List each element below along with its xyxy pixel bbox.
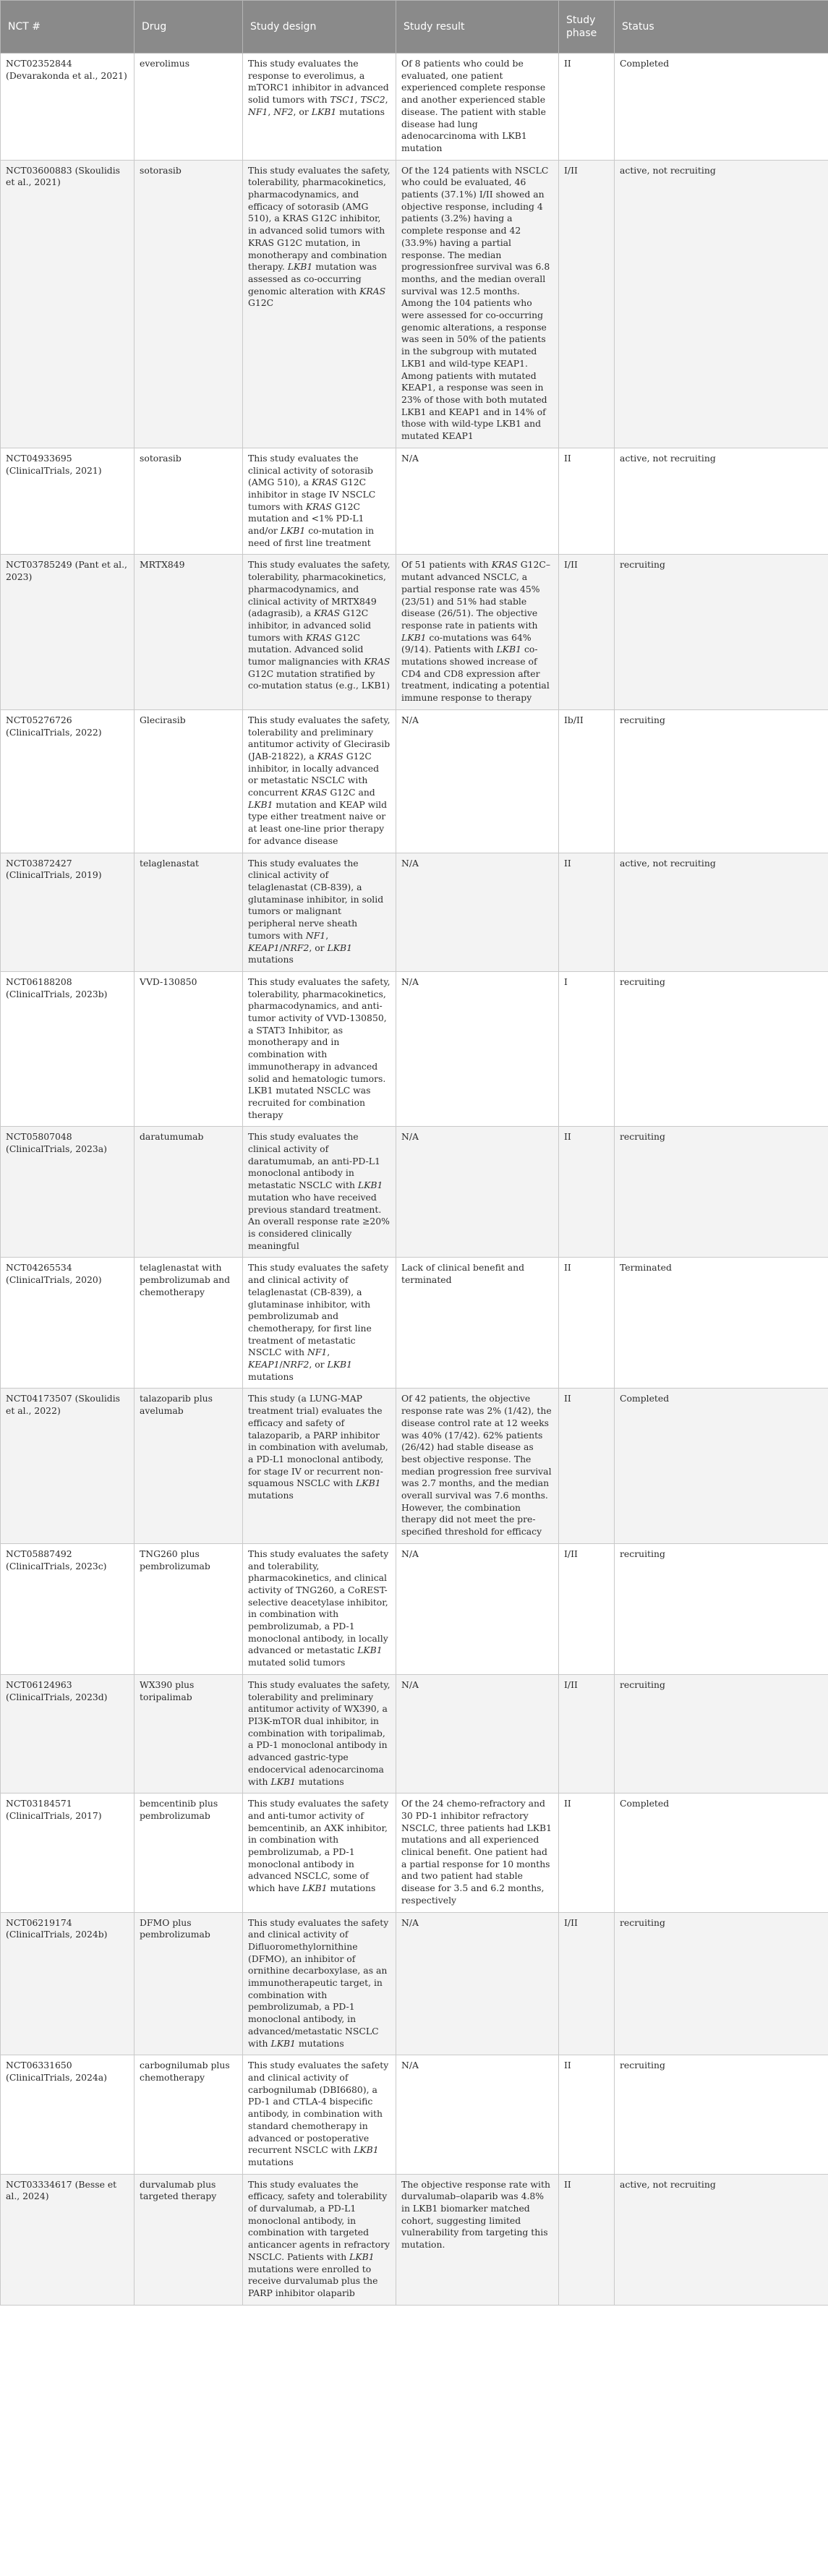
nct-cell: NCT03872427 (ClinicalTrials, 2019) [1,853,135,971]
nct-cell: NCT02352844 (Devarakonda et al., 2021) [1,54,135,161]
study-design-cell: This study (a LUNG-MAP treatment trial) evaluates the efficacy and safety of talazoparib, a PARP inhibitor in combination with avelumab, a PD-L1 monoclonal antibody, for stage IV or recurrent non-squamous NSCLC with LKB1 mutations [243,1389,396,1543]
study-phase-cell: II [559,853,615,971]
header-study-result: Study result [396,1,559,54]
study-phase-cell: II [559,2055,615,2174]
status-cell: Completed [615,1389,828,1543]
study-phase-cell: I [559,971,615,1126]
header-nct: NCT # [1,1,135,54]
study-phase-cell: I/II [559,1543,615,1674]
status-cell: Completed [615,1794,828,1912]
drug-cell: carbognilumab plus chemotherapy [135,2055,243,2174]
status-cell: recruiting [615,555,828,709]
study-result-cell: Of the 124 patients with NSCLC who could be evaluated, 46 patients (37.1%) I/II showed an objective response, including 4 patients (3.2%) having a complete response and 42 (33.9%) having a partial response. The median progressionfree survival was 6.8 months, and the median overall survival was 12.5 months. Among the 104 patients who were assessed for co-occurring genomic alterations, a response was seen in 50% of the patients in the subgroup with mutated LKB1 and wild-type KEAP1. Among patients with mutated KEAP1, a response was seen in 23% of those with both mutated LKB1 and KEAP1 and in 14% of those with wild-type LKB1 and mutated KEAP1 [396,160,559,448]
study-phase-cell: II [559,54,615,161]
status-cell: recruiting [615,1674,828,1793]
table-row [1,2174,828,2305]
study-phase-cell: II [559,1258,615,1389]
status-cell: active, not recruiting [615,448,828,555]
drug-cell: DFMO plus pembrolizumab [135,1912,243,2055]
status-cell: active, not recruiting [615,160,828,448]
study-result-cell: N/A [396,1127,559,1258]
study-phase-cell: I/II [559,1912,615,2055]
header-study-phase: Study phase [559,1,615,54]
drug-cell: daratumumab [135,1127,243,1258]
table-row [1,555,828,709]
drug-cell: talazoparib plus avelumab [135,1389,243,1543]
table-row [1,1674,828,1793]
table-header [1,1,828,54]
nct-cell: NCT06331650 (ClinicalTrials, 2024a) [1,2055,135,2174]
study-design-cell: This study evaluates the safety, tolerability, pharmacokinetics, pharmacodynamics, and anti-tumor activity of VVD-130850, a STAT3 Inhibitor, as monotherapy and in combination with immunotherapy in advanced solid and hematologic tumors. LKB1 mutated NSCLC was recruited for combination therapy [243,971,396,1126]
study-result-cell: N/A [396,709,559,853]
study-result-cell: N/A [396,853,559,971]
nct-cell: NCT03184571 (ClinicalTrials, 2017) [1,1794,135,1912]
study-phase-cell: II [559,1389,615,1543]
study-phase-cell: Ib/II [559,709,615,853]
nct-cell: NCT06124963 (ClinicalTrials, 2023d) [1,1674,135,1793]
drug-cell: WX390 plus toripalimab [135,1674,243,1793]
status-cell: recruiting [615,1912,828,2055]
drug-cell: sotorasib [135,160,243,448]
nct-cell: NCT06219174 (ClinicalTrials, 2024b) [1,1912,135,2055]
status-cell: recruiting [615,1543,828,1674]
study-design-cell: This study evaluates the response to everolimus, a mTORC1 inhibitor in advanced solid tumors with TSC1, TSC2, NF1, NF2, or LKB1 mutations [243,54,396,161]
study-phase-cell: II [559,448,615,555]
table-row [1,54,828,161]
study-design-cell: This study evaluates the safety and anti-tumor activity of bemcentinib, an AXK inhibitor, in combination with pembrolizumab, a PD-1 monoclonal antibody in advanced NSCLC, some of which have LKB1 mutations [243,1794,396,1912]
table-row [1,2055,828,2174]
drug-cell: Glecirasib [135,709,243,853]
status-cell: Terminated [615,1258,828,1389]
table-row [1,971,828,1126]
status-cell: active, not recruiting [615,853,828,971]
drug-cell: telaglenastat [135,853,243,971]
drug-cell: everolimus [135,54,243,161]
nct-cell: NCT03334617 (Besse et al., 2024) [1,2174,135,2305]
status-cell: active, not recruiting [615,2174,828,2305]
study-result-cell: N/A [396,1912,559,2055]
study-design-cell: This study evaluates the safety, tolerability and preliminary antitumor activity of Glecirasib (JAB-21822), a KRAS G12C inhibitor, in locally advanced or metastatic NSCLC with concurrent KRAS G12C and LKB1 mutation and KEAP wild type either treatment naive or at least one-line prior therapy for advance disease [243,709,396,853]
status-cell: Completed [615,54,828,161]
table-row [1,1389,828,1543]
table-row [1,709,828,853]
table-row [1,448,828,555]
study-design-cell: This study evaluates the safety and tolerability, pharmacokinetics, and clinical activity of TNG260, a CoREST-selective deacetylase inhibitor, in combination with pembrolizumab, a PD-1 monoclonal antibody, in locally advanced or metastatic LKB1 mutated solid tumors [243,1543,396,1674]
header-row [1,1,828,54]
study-design-cell: This study evaluates the safety and clinical activity of carbognilumab (DBI6680), a PD-1 and CTLA-4 bispecific antibody, in combination with standard chemotherapy in advanced or postoperative recurrent NSCLC with LKB1 mutations [243,2055,396,2174]
table-row [1,1258,828,1389]
study-phase-cell: I/II [559,1674,615,1793]
nct-cell: NCT05887492 (ClinicalTrials, 2023c) [1,1543,135,1674]
header-study-design: Study design [243,1,396,54]
study-design-cell: This study evaluates the safety, tolerability, pharmacokinetics, pharmacodynamics, and clinical activity of MRTX849 (adagrasib), a KRAS G12C inhibitor, in advanced solid tumors with KRAS G12C mutation. Advanced solid tumor malignancies with KRAS G12C mutation stratified by co-mutation status (e.g., LKB1) [243,555,396,709]
nct-cell: NCT04933695 (ClinicalTrials, 2021) [1,448,135,555]
nct-cell: NCT05807048 (ClinicalTrials, 2023a) [1,1127,135,1258]
drug-cell: bemcentinib plus pembrolizumab [135,1794,243,1912]
study-result-cell: N/A [396,971,559,1126]
nct-cell: NCT06188208 (ClinicalTrials, 2023b) [1,971,135,1126]
header-drug: Drug [135,1,243,54]
study-result-cell: Of the 24 chemo-refractory and 30 PD-1 inhibitor refractory NSCLC, three patients had LKB1 mutations and all experienced clinical benefit. One patient had a partial response for 10 months and two patient had stable disease for 3.5 and 6.2 months, respectively [396,1794,559,1912]
status-cell: recruiting [615,709,828,853]
table-row [1,160,828,448]
table-row [1,1543,828,1674]
nct-cell: NCT05276726 (ClinicalTrials, 2022) [1,709,135,853]
study-result-cell: Lack of clinical benefit and terminated [396,1258,559,1389]
study-design-cell: This study evaluates the safety, tolerability and preliminary antitumor activity of WX390, a PI3K-mTOR dual inhibitor, in combination with toripalimab, a PD-1 monoclonal antibody in advanced gastric-type endocervical adenocarcinoma with LKB1 mutations [243,1674,396,1793]
study-design-cell: This study evaluates the clinical activity of daratumumab, an anti-PD-L1 monoclonal antibody in metastatic NSCLC with LKB1 mutation who have received previous standard treatment. An overall response rate ≥20% is considered clinically meaningful [243,1127,396,1258]
nct-cell: NCT04173507 (Skoulidis et al., 2022) [1,1389,135,1543]
nct-cell: NCT04265534 (ClinicalTrials, 2020) [1,1258,135,1389]
study-result-cell: N/A [396,1674,559,1793]
study-design-cell: This study evaluates the clinical activity of telaglenastat (CB-839), a glutaminase inhibitor, in solid tumors or malignant peripheral nerve sheath tumors with NF1, KEAP1/NRF2, or LKB1 mutations [243,853,396,971]
study-result-cell: Of 51 patients with KRAS G12C–mutant advanced NSCLC, a partial response rate was 45% (23/51) and 51% had stable disease (26/51). The objective response rate in patients with LKB1 co-mutations was 64% (9/14). Patients with LKB1 co-mutations showed increase of CD4 and CD8 expression after treatment, indicating a potential immune response to therapy [396,555,559,709]
study-design-cell: This study evaluates the safety, tolerability, pharmacokinetics, pharmacodynamics, and efficacy of sotorasib (AMG 510), a KRAS G12C inhibitor, in advanced solid tumors with KRAS G12C mutation, in monotherapy and combination therapy. LKB1 mutation was assessed as co-occurring genomic alteration with KRAS G12C [243,160,396,448]
nct-cell: NCT03785249 (Pant et al., 2023) [1,555,135,709]
status-cell: recruiting [615,2055,828,2174]
header-status: Status [615,1,828,54]
study-phase-cell: I/II [559,555,615,709]
study-design-cell: This study evaluates the safety and clinical activity of telaglenastat (CB-839), a glutaminase inhibitor, with pembrolizumab and chemotherapy, for first line treatment of metastatic NSCLC with NF1, KEAP1/NRF2, or LKB1 mutations [243,1258,396,1389]
drug-cell: telaglenastat with pembrolizumab and chemotherapy [135,1258,243,1389]
study-phase-cell: I/II [559,160,615,448]
study-result-cell: Of 42 patients, the objective response rate was 2% (1/42), the disease control rate at 12 weeks was 40% (17/42). 62% patients (26/42) had stable disease as best objective response. The median progression free survival was 2.7 months, and the median overall survival was 7.6 months. However, the combination therapy did not meet the pre-specified threshold for efficacy [396,1389,559,1543]
drug-cell: TNG260 plus pembrolizumab [135,1543,243,1674]
drug-cell: MRTX849 [135,555,243,709]
study-result-cell: N/A [396,1543,559,1674]
table-row [1,1127,828,1258]
table-row [1,1794,828,1912]
drug-cell: VVD-130850 [135,971,243,1126]
study-phase-cell: II [559,1127,615,1258]
table-row [1,853,828,971]
study-result-cell: N/A [396,2055,559,2174]
drug-cell: durvalumab plus targeted therapy [135,2174,243,2305]
study-phase-cell: II [559,1794,615,1912]
study-phase-cell: II [559,2174,615,2305]
study-design-cell: This study evaluates the clinical activity of sotorasib (AMG 510), a KRAS G12C inhibitor in stage IV NSCLC tumors with KRAS G12C mutation and <1% PD-L1 and/or LKB1 co-mutation in need of first line treatment [243,448,396,555]
study-result-cell: The objective response rate with durvalumab–olaparib was 4.8% in LKB1 biomarker matched cohort, suggesting limited vulnerability from targeting this mutation. [396,2174,559,2305]
drug-cell: sotorasib [135,448,243,555]
nct-cell: NCT03600883 (Skoulidis et al., 2021) [1,160,135,448]
study-design-cell: This study evaluates the safety and clinical activity of Difluoromethylornithine (DFMO), an inhibitor of ornithine decarboxylase, as an immunotherapeutic target, in combination with pembrolizumab, a PD-1 monoclonal antibody, in advanced/metastatic NSCLC with LKB1 mutations [243,1912,396,2055]
table-row [1,1912,828,2055]
table-body [1,54,828,2306]
study-design-cell: This study evaluates the efficacy, safety and tolerability of durvalumab, a PD-L1 monoclonal antibody, in combination with targeted anticancer agents in refractory NSCLC. Patients with LKB1 mutations were enrolled to receive durvalumab plus the PARP inhibitor olaparib [243,2174,396,2305]
status-cell: recruiting [615,971,828,1126]
status-cell: recruiting [615,1127,828,1258]
study-result-cell: N/A [396,448,559,555]
study-result-cell: Of 8 patients who could be evaluated, one patient experienced complete response and another experienced stable disease. The patient with stable disease had lung adenocarcinoma with LKB1 mutation [396,54,559,161]
